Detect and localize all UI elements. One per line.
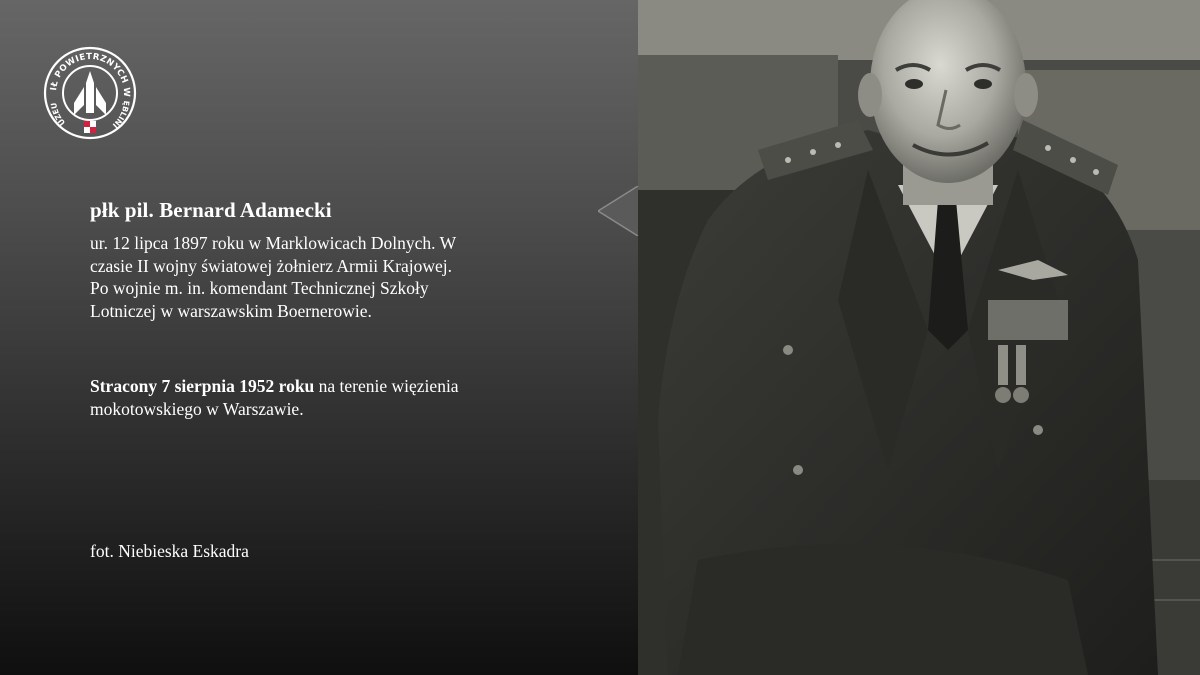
airforce-museum-emblem-icon (40, 43, 140, 143)
biography (90, 232, 560, 322)
bio-line: ur. 12 lipca 1897 roku w Marklowicach Dolnych. W (90, 233, 457, 253)
bio-line: czasie II wojny światowej żołnierz Armii Krajowej. (90, 255, 453, 276)
portrait-photo-icon (638, 0, 1200, 675)
logo-text-right: ĘBLINI (110, 100, 132, 130)
museum-logo (40, 43, 140, 143)
death-place: na terenie więzienia (314, 376, 459, 396)
death-note (90, 375, 570, 420)
logo-text-top: IŁ POWIETRZNYCH W (49, 51, 132, 98)
logo-text-left: UZEU (49, 101, 68, 128)
bio-line: Lotniczej w warszawskim Boernerowie. (90, 300, 372, 321)
bio-line: Po wojnie m. in. komendant Technicznej Szkoły (90, 278, 429, 298)
person-name: płk pil. Bernard Adamecki (90, 198, 332, 222)
death-line-2: mokotowskiego w Warszawie. (90, 398, 304, 419)
death-date: Stracony 7 sierpnia 1952 roku (90, 376, 315, 396)
portrait-photo (638, 0, 1200, 675)
photo-credit: fot. Niebieska Eskadra (90, 541, 249, 561)
divider-notch (598, 186, 640, 236)
death-line (90, 375, 570, 398)
